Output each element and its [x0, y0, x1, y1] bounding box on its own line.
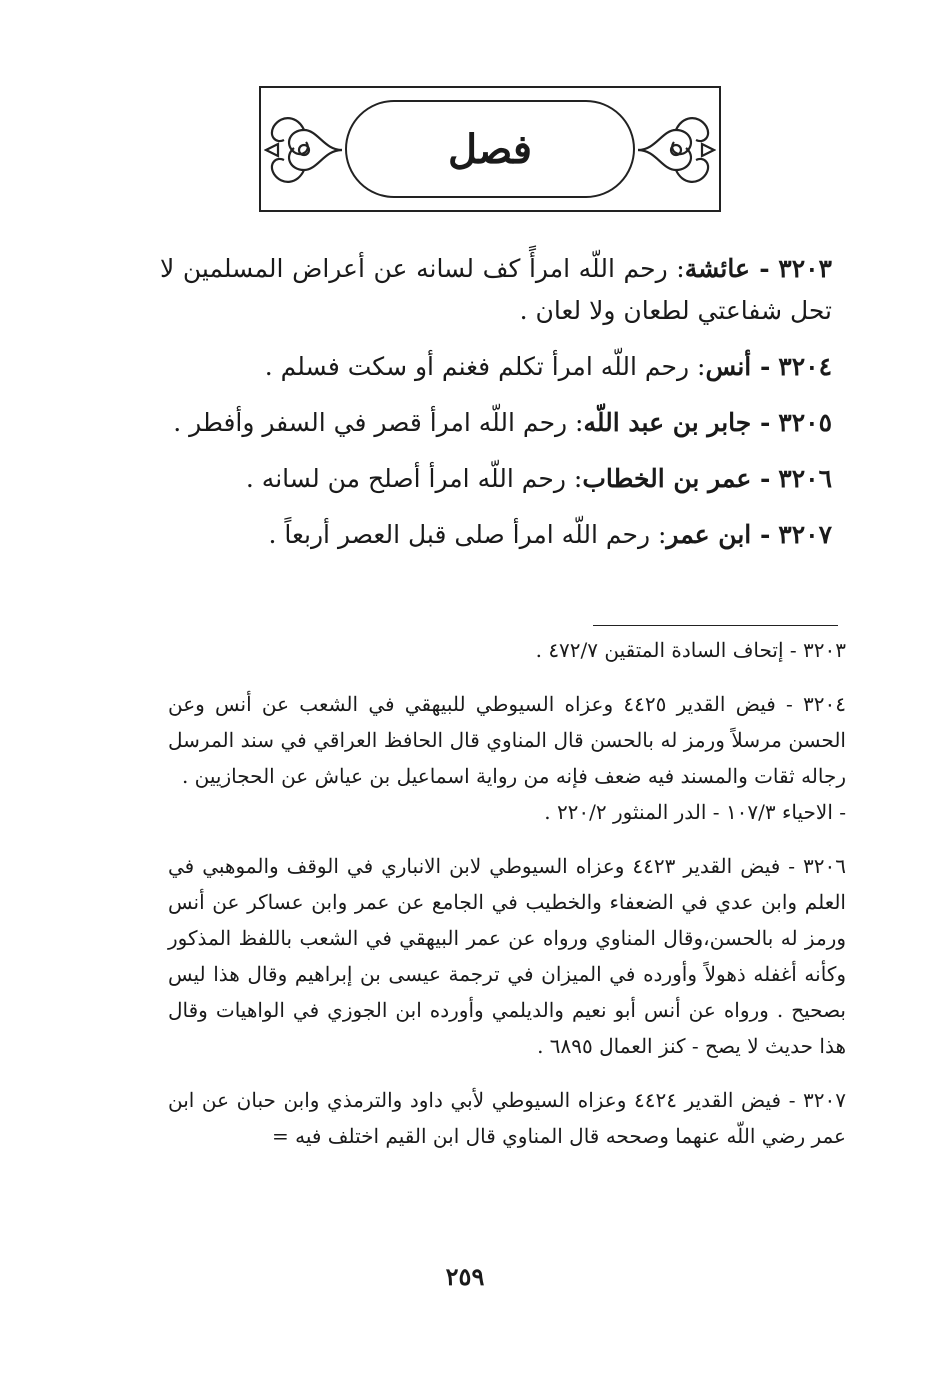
footnote-separator: [593, 625, 838, 626]
hadith-entry: ٣٢٠٥ - جابر بن عبد اللّه: رحم اللّه امرأ قصر في السفر وأفطر .: [173, 408, 832, 437]
hadith-text: رحم اللّه امرأ قصر في السفر وأفطر .: [173, 408, 568, 437]
hadith-text: رحم اللّه امرأ تكلم فغنم أو سكت فسلم .: [264, 352, 690, 381]
hadith-number: ٣٢٠٥: [778, 408, 832, 437]
hadith-narrator: ابن عمر: [666, 520, 752, 549]
footnote: ٣٢٠٧ - فيض القدير ٤٤٢٤ وعزاه السيوطي لأبي داود والترمذي وابن حبان عن ابن عمر رضي اللّه عنهما وصححه قال المناوي قال ابن القيم اختلف فيه =: [168, 1088, 847, 1148]
title-cartouche: [345, 100, 635, 198]
footnote-text: ٣٢٠٤ - فيض القدير ٤٤٢٥ وعزاه السيوطي للبيهقي في الشعب عن أنس وعن الحسن مرسلاً ورمز له بالحسن قال المناوي قال الحافظ العراقي في سند المرسل رجاله ثقات والمسند فيه ضعف فإنه من رواية اسماعيل بن عياش عن الحجازيين .: [168, 692, 846, 788]
hadith-narrator: أنس: [705, 352, 752, 381]
footnote: ٣٢٠٣ - إتحاف السادة المتقين ٤٧٢/٧ .: [535, 638, 846, 662]
hadith-entry: ٣٢٠٧ - ابن عمر: رحم اللّه امرأ صلى قبل العصر أربعاً .: [268, 520, 832, 549]
hadith-number: ٣٢٠٣: [778, 254, 832, 283]
hadith-entry: ٣٢٠٦ - عمر بن الخطاب: رحم اللّه امرأ أصلح من لسانه .: [245, 464, 832, 493]
hadith-text: رحم اللّه امرأ أصلح من لسانه .: [245, 464, 566, 493]
hadith-number: ٣٢٠٧: [778, 520, 832, 549]
footnote: [168, 686, 846, 830]
hadith-narrator: جابر بن عبد اللّه: [583, 408, 752, 437]
section-title: فصل: [447, 125, 533, 173]
footnote-subreference: - الاحياء ١٠٧/٣ - الدر المنثور ٢٢٠/٢ .: [544, 800, 846, 824]
hadith-number: ٣٢٠٦: [778, 464, 832, 493]
page-number: ٢٥٩: [445, 1262, 485, 1291]
hadith-narrator: عمر بن الخطاب: [582, 464, 752, 493]
hadith-list: [160, 248, 832, 570]
footnote: ٣٢٠٦ - فيض القدير ٤٤٢٣ وعزاه السيوطي لابن الانباري في الوقف والموهبي في العلم وابن عدي في الضعفاء والخطيب في الجامع عن عمر وابن عساكر عن أنس ورمز له بالحسن،وقال المناوي ورواه عن عمر البيهقي في الشعب باللفظ المذكور وكأنه أغفله ذهولاً وأورده في الميزان في ترجمة عيسى بن إبراهيم وقال هذا ليس بصحيح . ورواه عن أنس أبو نعيم والديلمي وأورده ابن الجوزي في الواهيات وقال هذا حديث لا يصح - كنز العمال ٦٨٩٥ .: [168, 854, 846, 1058]
hadith-entry: ٣٢٠٤ - أنس: رحم اللّه امرأ تكلم فغنم أو سكت فسلم .: [264, 352, 832, 381]
right-arabesque-ornament-icon: [636, 108, 716, 192]
hadith-text: رحم اللّه امرأً كف لسانه عن أعراض المسلمين لا تحل شفاعتي لطعان ولا لعان .: [160, 254, 832, 325]
hadith-narrator: عائشة: [684, 254, 750, 283]
hadith-text: رحم اللّه امرأ صلى قبل العصر أربعاً .: [268, 520, 651, 549]
footnotes: [168, 632, 846, 1172]
hadith-number: ٣٢٠٤: [778, 352, 832, 381]
left-arabesque-ornament-icon: [264, 108, 344, 192]
hadith-entry: ٣٢٠٣ - عائشة: رحم اللّه امرأً كف لسانه عن أعراض المسلمين لا تحل شفاعتي لطعان ولا لعان .: [160, 254, 832, 325]
